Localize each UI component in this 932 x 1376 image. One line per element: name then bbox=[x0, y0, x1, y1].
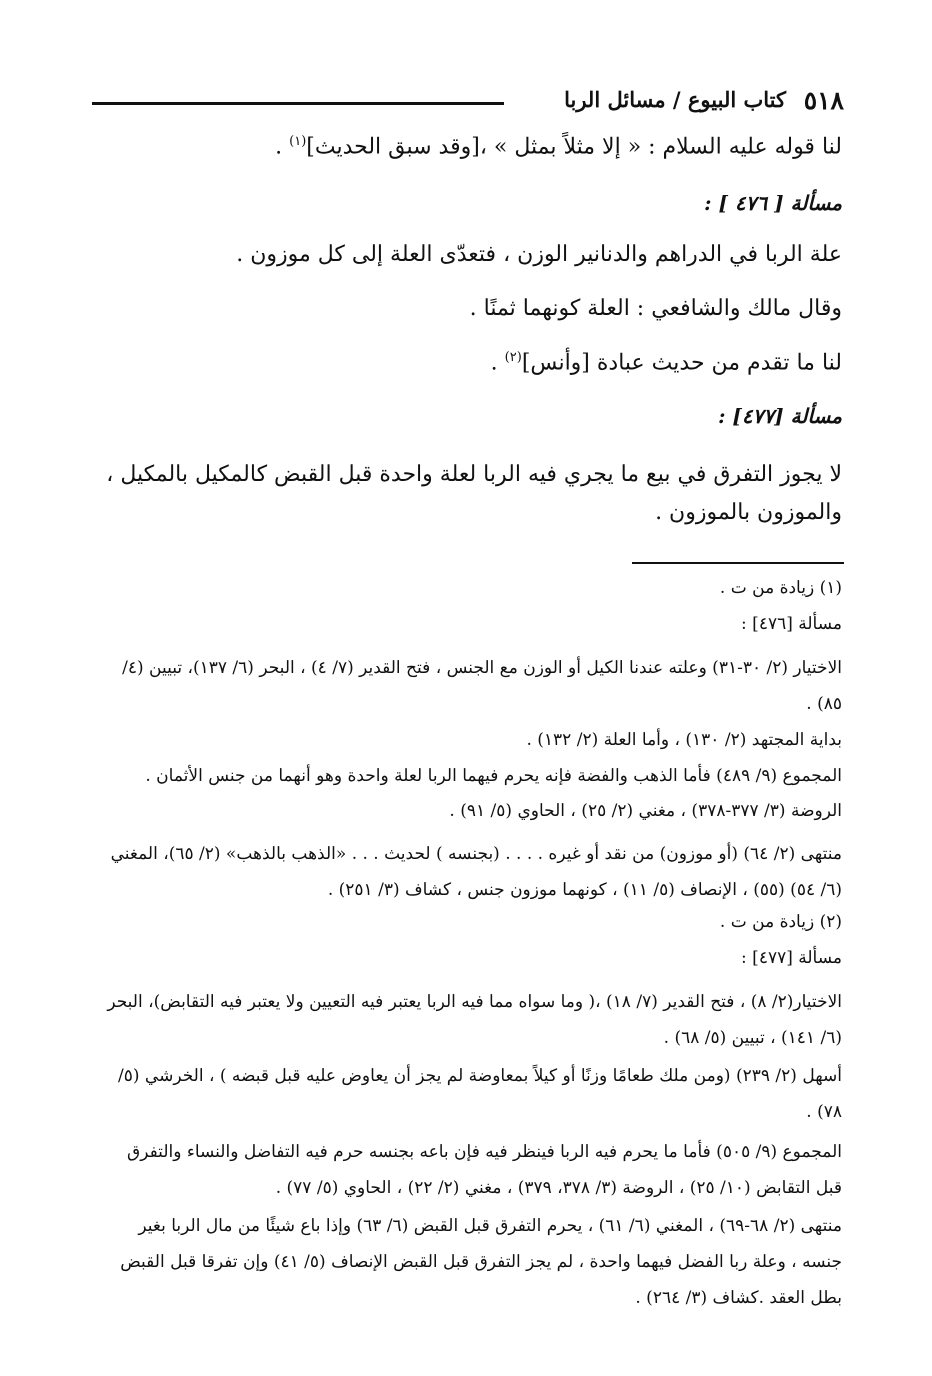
masala-477-heading: مسألة [٤٧٧] : bbox=[718, 404, 842, 428]
hadith-text: لنا قوله عليه السلام : « إلا مثلاً بمثل » ،[وقد سبق الحديث] bbox=[306, 134, 842, 160]
footnote-ikhtiyar-477: الاختيار(٢/ ٨) ، فتح القدير (٧/ ١٨) ،( وما سواه مما فيه الربا يعتبر فيه التعيين ولا يعتبر فيه التقابض)، البحر (٦/ ١٤١) ، تبيين (٥/ ٦٨) . bbox=[107, 992, 842, 1048]
body-line-riba-cause: علة الربا في الدراهم والدنانير الوزن ، فتعدّى العلة إلى كل موزون . bbox=[236, 242, 842, 267]
footnote-masala-476: مسألة [٤٧٦] : bbox=[741, 614, 842, 634]
masala-477-paragraph: لا يجوز التفرق في بيع ما يجري فيه الربا لعلة واحدة قبل القبض كالمكيل بالمكيل ، والموزون بالموزون . bbox=[106, 462, 842, 525]
footnote-ikhtiyar-476: الاختيار (٢/ ٣٠-٣١) وعلته عندنا الكيل أو الوزن مع الجنس ، فتح القدير (٧/ ٤) ، البحر (٦/ ١٣٧)، تبيين (٤/ ٨٥) . bbox=[122, 658, 842, 714]
footnote-masala-477: مسألة [٤٧٧] : bbox=[741, 948, 842, 968]
page-header bbox=[92, 86, 844, 122]
line-end: . bbox=[490, 350, 505, 376]
footnote-rawda-476: الروضة (٣/ ٣٧٧-٣٧٨) ، مغني (٢/ ٢٥) ، الحاوي (٥/ ٩١) . bbox=[449, 801, 842, 821]
footnote-ashal: أسهل (٢/ ٢٣٩) (ومن ملك طعامًا وزنًا أو كيلاً بمعاوضة لم يجز أن يعاوض عليه قبل قبضه ) ، الخرشي (٥/ ٧٨) . bbox=[118, 1066, 842, 1122]
footnote-1: (١) زيادة من ت . bbox=[719, 578, 842, 598]
footnote-ref-1: (١) bbox=[289, 134, 307, 149]
ubada-text: لنا ما تقدم من حديث عبادة [وأنس] bbox=[521, 350, 842, 376]
body-line-ubada bbox=[97, 350, 842, 375]
running-title: كتاب البيوع / مسائل الربا bbox=[564, 87, 786, 112]
body-line-hadith bbox=[97, 134, 842, 159]
footnote-muntaha-476: منتهى (٢/ ٦٤) (أو موزون) من نقد أو غيره . . . . (بجنسه ) لحديث . . . «الذهب بالذهب» (٢/ ٦٥)، المغني (٦/ ٥٤) (٥٥) ، الإنصاف (٥/ ١١) ، كونهما موزون جنس ، كشاف (٣/ ٢٥١) . bbox=[110, 844, 842, 900]
footnote-ref-2: (٢) bbox=[504, 350, 522, 365]
footnote-majmu-476: المجموع (٩/ ٤٨٩) فأما الذهب والفضة فإنه يحرم فيهما الربا لعلة واحدة وهو أنهما من جنس الأثمان . bbox=[145, 766, 842, 786]
page-number: ٥١٨ bbox=[803, 86, 844, 115]
line-end: . bbox=[275, 134, 290, 160]
footnote-bidaya: بداية المجتهد (٢/ ١٣٠) ، وأما العلة (٢/ ١٣٢) . bbox=[526, 730, 842, 750]
footnote-divider bbox=[632, 562, 844, 564]
footnote-muntaha-477: منتهى (٢/ ٦٨-٦٩) ، المغني (٦/ ٦١) ، يحرم التفرق قبل القبض (٦/ ٦٣) وإذا باع شيئًا من مال الربا بغير جنسه ، وعلة ربا الفضل فيهما واحدة ، لم يجز التفرق قبل القبض الإنصاف (٥/ ٤١) وإن تفرقا قبل القبض بطل العقد .كشاف (٣/ ٢٦٤) . bbox=[120, 1216, 842, 1308]
header-rule bbox=[92, 102, 504, 105]
body-line-malik-shafii: وقال مالك والشافعي : العلة كونهما ثمنًا . bbox=[469, 296, 842, 321]
masala-476-heading: مسألة [ ٤٧٦ ] : bbox=[704, 191, 842, 215]
footnote-2: (٢) زيادة من ت . bbox=[719, 912, 842, 932]
footnote-majmu-477: المجموع (٩/ ٥٠٥) فأما ما يحرم فيه الربا فينظر فيه فإن باعه بجنسه حرم فيه التفاضل والنساء والتفرق قبل التقابض (١٠/ ٢٥) ، الروضة (٣/ ٣٧٨، ٣٧٩) ، مغني (٢/ ٢٢) ، الحاوي (٥/ ٧٧) . bbox=[127, 1142, 842, 1198]
